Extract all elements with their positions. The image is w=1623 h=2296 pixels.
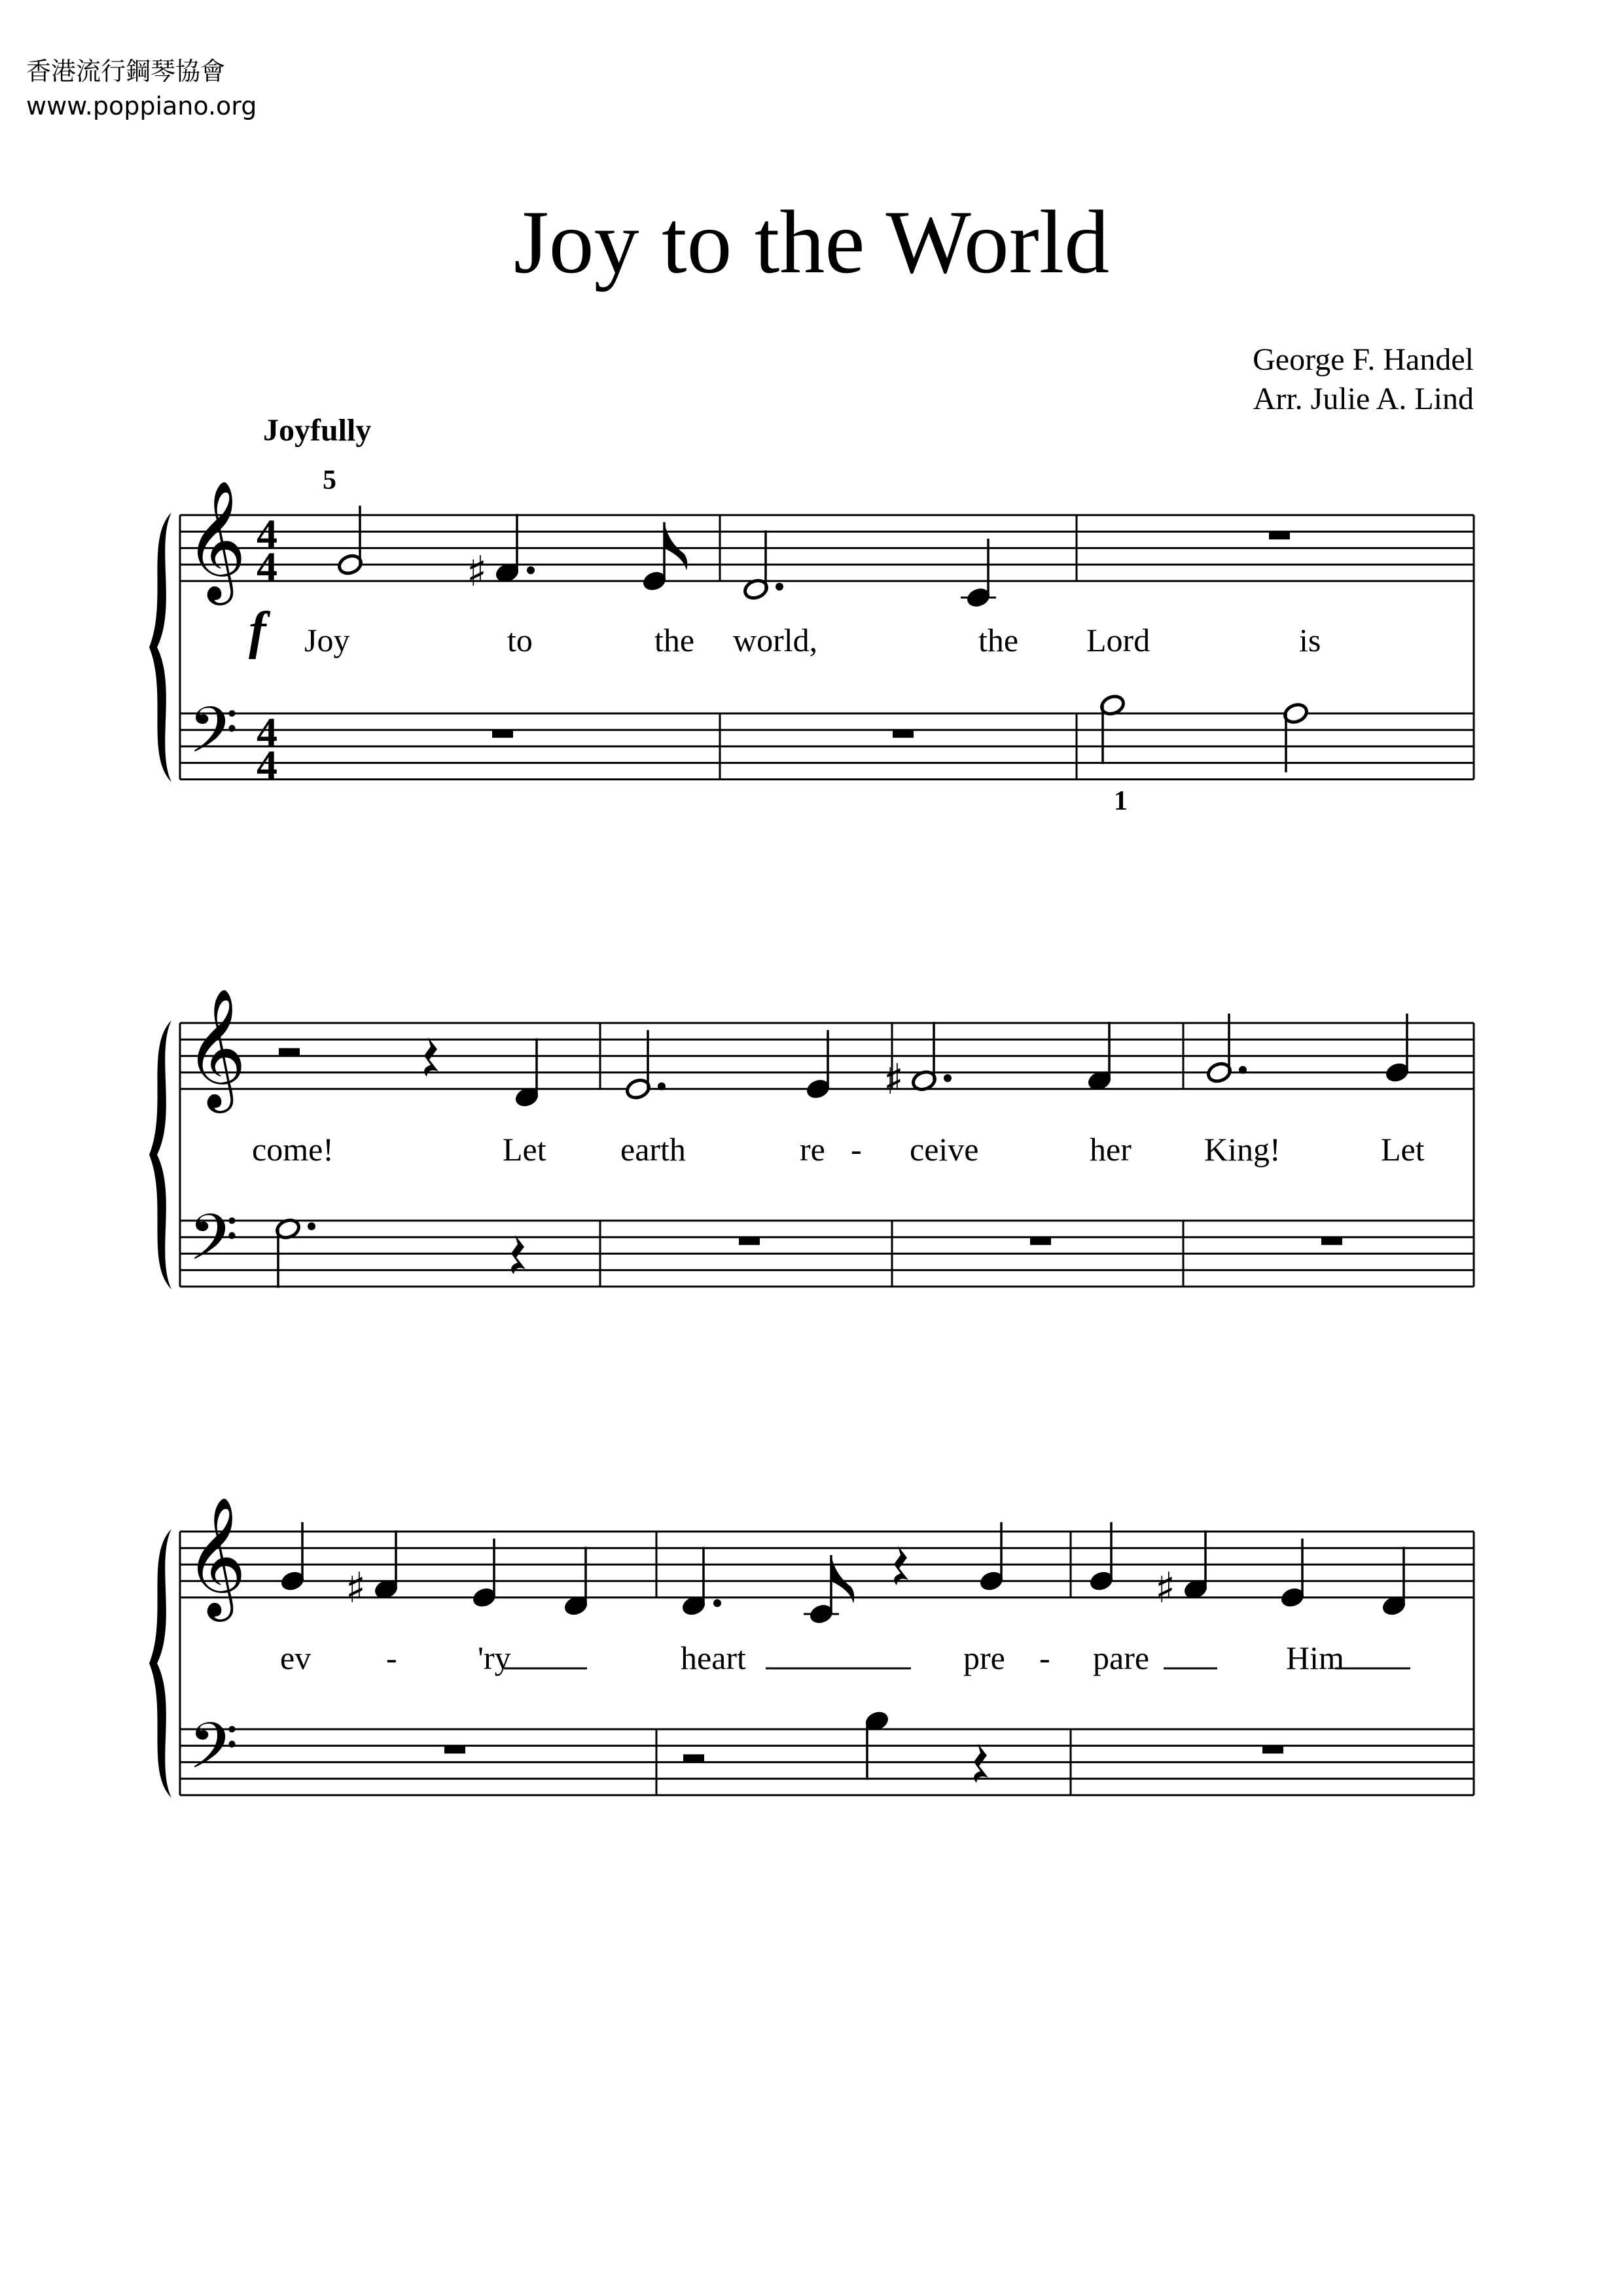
note-fs4-sharp-icon: ♯ — [883, 1056, 904, 1105]
note-fs4-sharp-icon: ♯ — [1155, 1564, 1175, 1613]
whole-rest-icon — [739, 1237, 760, 1245]
lyric-syllable: world, — [733, 622, 818, 658]
bass-clef-icon: 𝄢 — [188, 692, 238, 783]
fingering-5: 5 — [323, 465, 336, 495]
quarter-rest-icon — [894, 1546, 908, 1585]
half-rest-icon — [683, 1754, 704, 1762]
bass-clef-icon: 𝄢 — [188, 1708, 238, 1799]
lyric-syllable: heart — [681, 1640, 746, 1676]
note-fs4-sharp-icon: ♯ — [467, 548, 487, 597]
grand-staff-brace-icon — [149, 512, 171, 782]
lyric-syllable: ev — [280, 1640, 312, 1676]
arranger-credit: Arr. Julie A. Lind — [1253, 382, 1474, 416]
note-fs4-dot — [944, 1074, 952, 1082]
lyric-syllable: earth — [620, 1131, 686, 1168]
time-signature-top: 4 — [257, 709, 277, 755]
grand-staff-brace-icon — [149, 1529, 171, 1798]
lyric-syllable: is — [1299, 622, 1321, 658]
whole-rest-icon — [1321, 1237, 1342, 1245]
lyric-syllable: the — [654, 622, 695, 658]
lyric-syllable: the — [978, 622, 1019, 658]
note-fs4-sharp-icon: ♯ — [346, 1564, 366, 1613]
composer-credit: George F. Handel — [1253, 342, 1474, 377]
lyric-syllable: to — [507, 622, 533, 658]
lyric-syllable: - — [1039, 1640, 1050, 1676]
whole-rest-icon — [893, 730, 914, 738]
half-rest-icon — [279, 1048, 300, 1056]
lyric-syllable: Joy — [304, 622, 350, 658]
treble-clef-icon: 𝄞 — [185, 988, 247, 1108]
lyric-syllable: Let — [503, 1131, 546, 1168]
note-d4-dot — [713, 1599, 721, 1607]
lyric-syllable: pre — [963, 1640, 1005, 1676]
time-signature-bottom: 4 — [257, 543, 277, 590]
lyric-syllable: 'ry — [478, 1640, 511, 1676]
whole-rest-icon — [1030, 1237, 1051, 1245]
lyric-syllable: - — [386, 1640, 397, 1676]
note-g4-dot — [1239, 1066, 1247, 1074]
song-title: Joy to the World — [513, 192, 1110, 292]
lyric-syllable: - — [851, 1131, 862, 1168]
note-d4-dot — [776, 583, 783, 590]
lyric-syllable: her — [1090, 1131, 1132, 1168]
lyric-syllable: ceive — [910, 1131, 979, 1168]
grand-staff-brace-icon — [149, 1020, 171, 1289]
note-g3-dot — [308, 1223, 315, 1230]
treble-clef-icon: 𝄞 — [185, 1496, 247, 1617]
note-c4-flag — [831, 1555, 854, 1604]
tempo-marking: Joyfully — [263, 413, 372, 448]
note-fs4-dot — [527, 566, 535, 574]
dynamic-marking: f — [249, 602, 266, 660]
whole-rest-icon — [492, 730, 513, 738]
treble-clef-icon: 𝄞 — [185, 480, 247, 600]
quarter-rest-icon — [424, 1037, 438, 1077]
quarter-rest-icon — [511, 1235, 526, 1274]
lyric-syllable: re — [800, 1131, 825, 1168]
lyric-syllable: Let — [1381, 1131, 1425, 1168]
website-watermark: www.poppiano.org — [26, 92, 257, 120]
quarter-rest-icon — [974, 1744, 988, 1783]
lyric-syllable: come! — [252, 1131, 334, 1168]
time-signature-bottom: 4 — [257, 742, 277, 788]
whole-rest-icon — [1269, 531, 1290, 539]
lyric-syllable: Him — [1286, 1640, 1344, 1676]
bass-clef-icon: 𝄢 — [188, 1200, 238, 1290]
lyric-syllable: Lord — [1086, 622, 1150, 658]
lyric-syllable: pare — [1093, 1640, 1150, 1676]
publisher-watermark: 香港流行鋼琴協會 — [26, 57, 226, 86]
lyric-syllable: King! — [1204, 1131, 1281, 1168]
time-signature-top: 4 — [257, 511, 277, 557]
fingering-1: 1 — [1114, 786, 1128, 816]
whole-rest-icon — [444, 1746, 465, 1753]
note-e4-dot — [658, 1083, 666, 1090]
note-e4-flag — [664, 522, 687, 571]
whole-rest-icon — [1262, 1746, 1283, 1753]
